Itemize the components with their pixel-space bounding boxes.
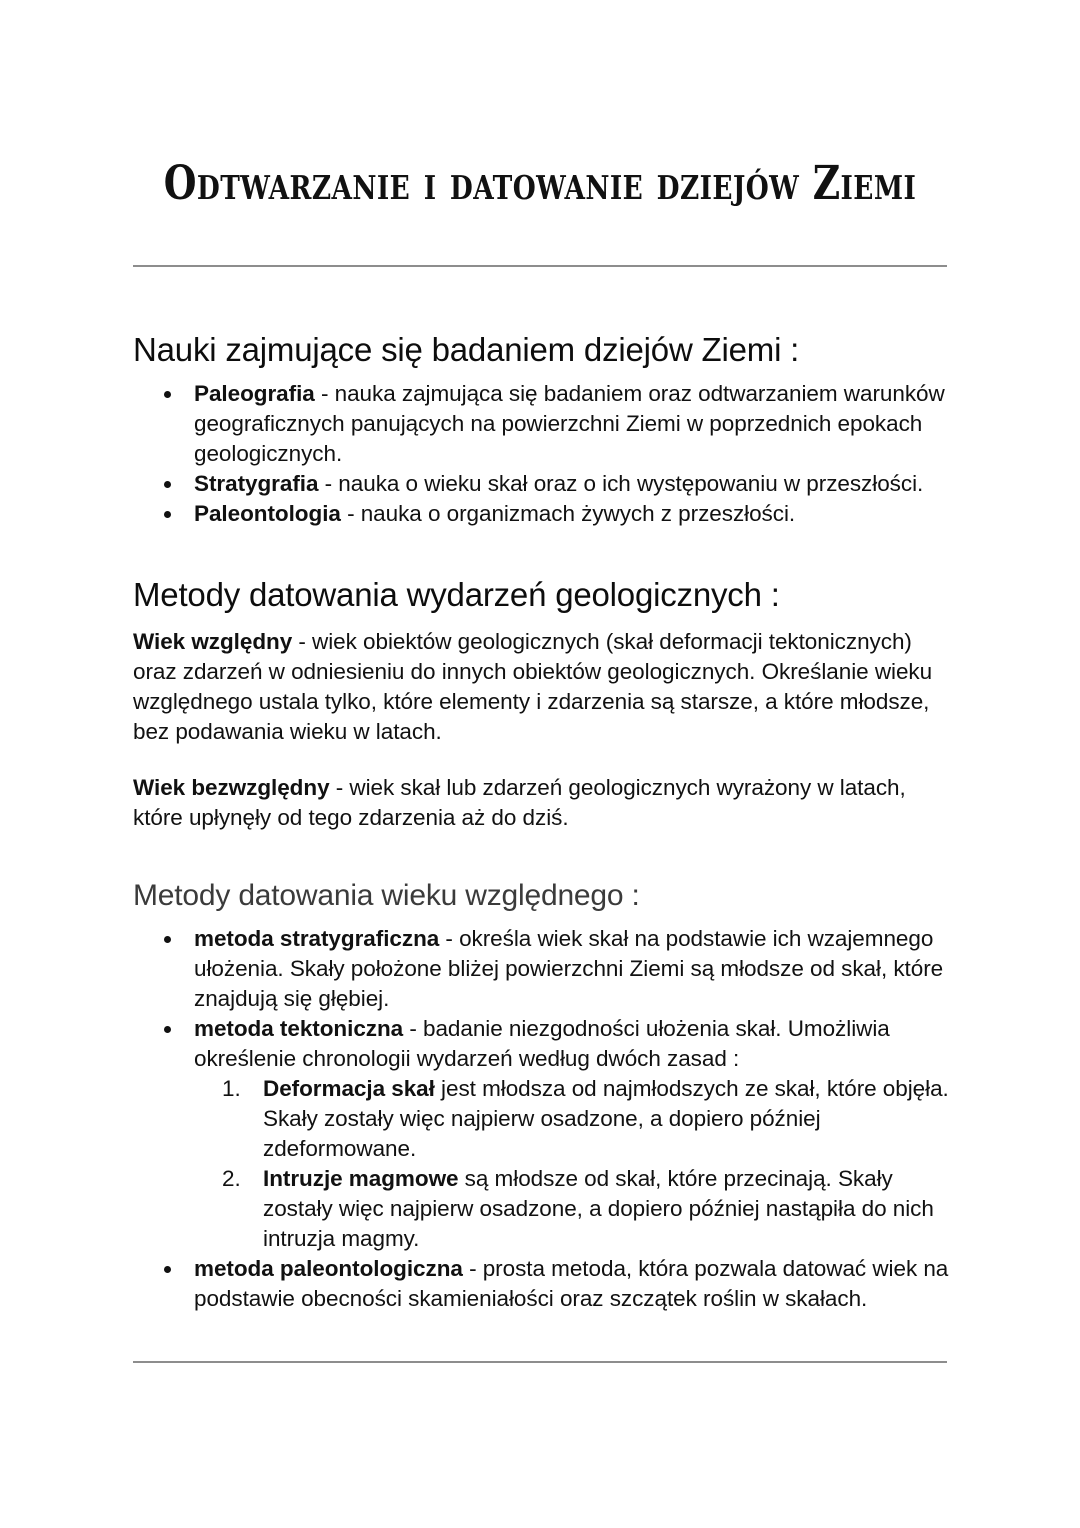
footer-divider	[133, 1361, 947, 1363]
list-item	[133, 499, 949, 529]
list-relative-methods	[133, 924, 949, 1314]
list-item	[133, 1014, 949, 1254]
list-item	[133, 924, 949, 1014]
list-item	[194, 1164, 949, 1254]
paragraph-absolute-age	[133, 773, 949, 833]
list-tectonic-rules	[194, 1074, 949, 1254]
heading-sciences: Nauki zajmujące się badaniem dziejów Ziemi :	[133, 331, 800, 368]
page-title: Odtwarzanie i datowanie dziejów Ziemi	[163, 156, 917, 212]
paragraph-relative-age	[133, 627, 949, 747]
term-description: jest młodsza od najmłodszych ze skał, które objęła. Skały zostały więc najpierw osadzone, a dopiero później zdeformowane.	[263, 1076, 949, 1161]
term-label: Intruzje magmowe	[263, 1166, 459, 1191]
term-description: - wiek skał lub zdarzeń geologicznych wyrażony w latach, które upłynęły od tego zdarzenia aż do dziś.	[133, 775, 906, 830]
list-item	[194, 1074, 949, 1164]
term-description: - wiek obiektów geologicznych (skał deformacji tektonicznych) oraz zdarzeń w odniesieniu do innych obiektów geologicznych. Określanie wieku względnego ustala tylko, które elementy i zdarzenia są starsze, a które młodsze, bez podawania wieku w latach.	[133, 629, 933, 744]
list-item	[133, 1254, 949, 1314]
term-description: - nauka o organizmach żywych z przeszłości.	[340, 501, 796, 526]
term-label: Wiek bezwzględny	[133, 775, 330, 800]
term-description: - badanie niezgodności ułożenia skał. Umożliwia określenie chronologii wydarzeń według dwóch zasad :	[194, 1016, 890, 1071]
term-label: metoda paleontologiczna	[194, 1256, 463, 1281]
term-label: Stratygrafia	[194, 471, 319, 496]
term-label: Deformacja skał	[263, 1076, 435, 1101]
header-divider	[133, 265, 947, 267]
heading-dating-methods: Metody datowania wydarzeń geologicznych :	[133, 576, 780, 613]
heading-relative-dating-methods: Metody datowania wieku względnego :	[133, 879, 640, 912]
term-label: Paleografia	[194, 381, 315, 406]
term-description: - nauka zajmująca się badaniem oraz odtwarzaniem warunków geograficznych panujących na powierzchni Ziemi w poprzednich epokach geologicznych.	[194, 381, 945, 466]
term-description: - prosta metoda, która pozwala datować wiek na podstawie obecności skamieniałości oraz szczątek roślin w skałach.	[194, 1256, 949, 1311]
term-label: Wiek względny	[133, 629, 293, 654]
list-item	[133, 379, 949, 469]
term-description: - nauka o wieku skał oraz o ich występowaniu w przeszłości.	[318, 471, 924, 496]
document-body	[133, 330, 949, 1314]
term-label: metoda stratygraficzna	[194, 926, 440, 951]
term-label: metoda tektoniczna	[194, 1016, 404, 1041]
term-label: Paleontologia	[194, 501, 341, 526]
term-description: - określa wiek skał na podstawie ich wzajemnego ułożenia. Skały położone bliżej powierzchni Ziemi są młodsze od skał, które znajdują się głębiej.	[194, 926, 944, 1011]
term-description: są młodsze od skał, które przecinają. Skały zostały więc najpierw osadzone, a dopiero później nastąpiła do nich intruzja magmy.	[263, 1166, 934, 1251]
list-sciences	[133, 379, 949, 529]
list-item	[133, 469, 949, 499]
